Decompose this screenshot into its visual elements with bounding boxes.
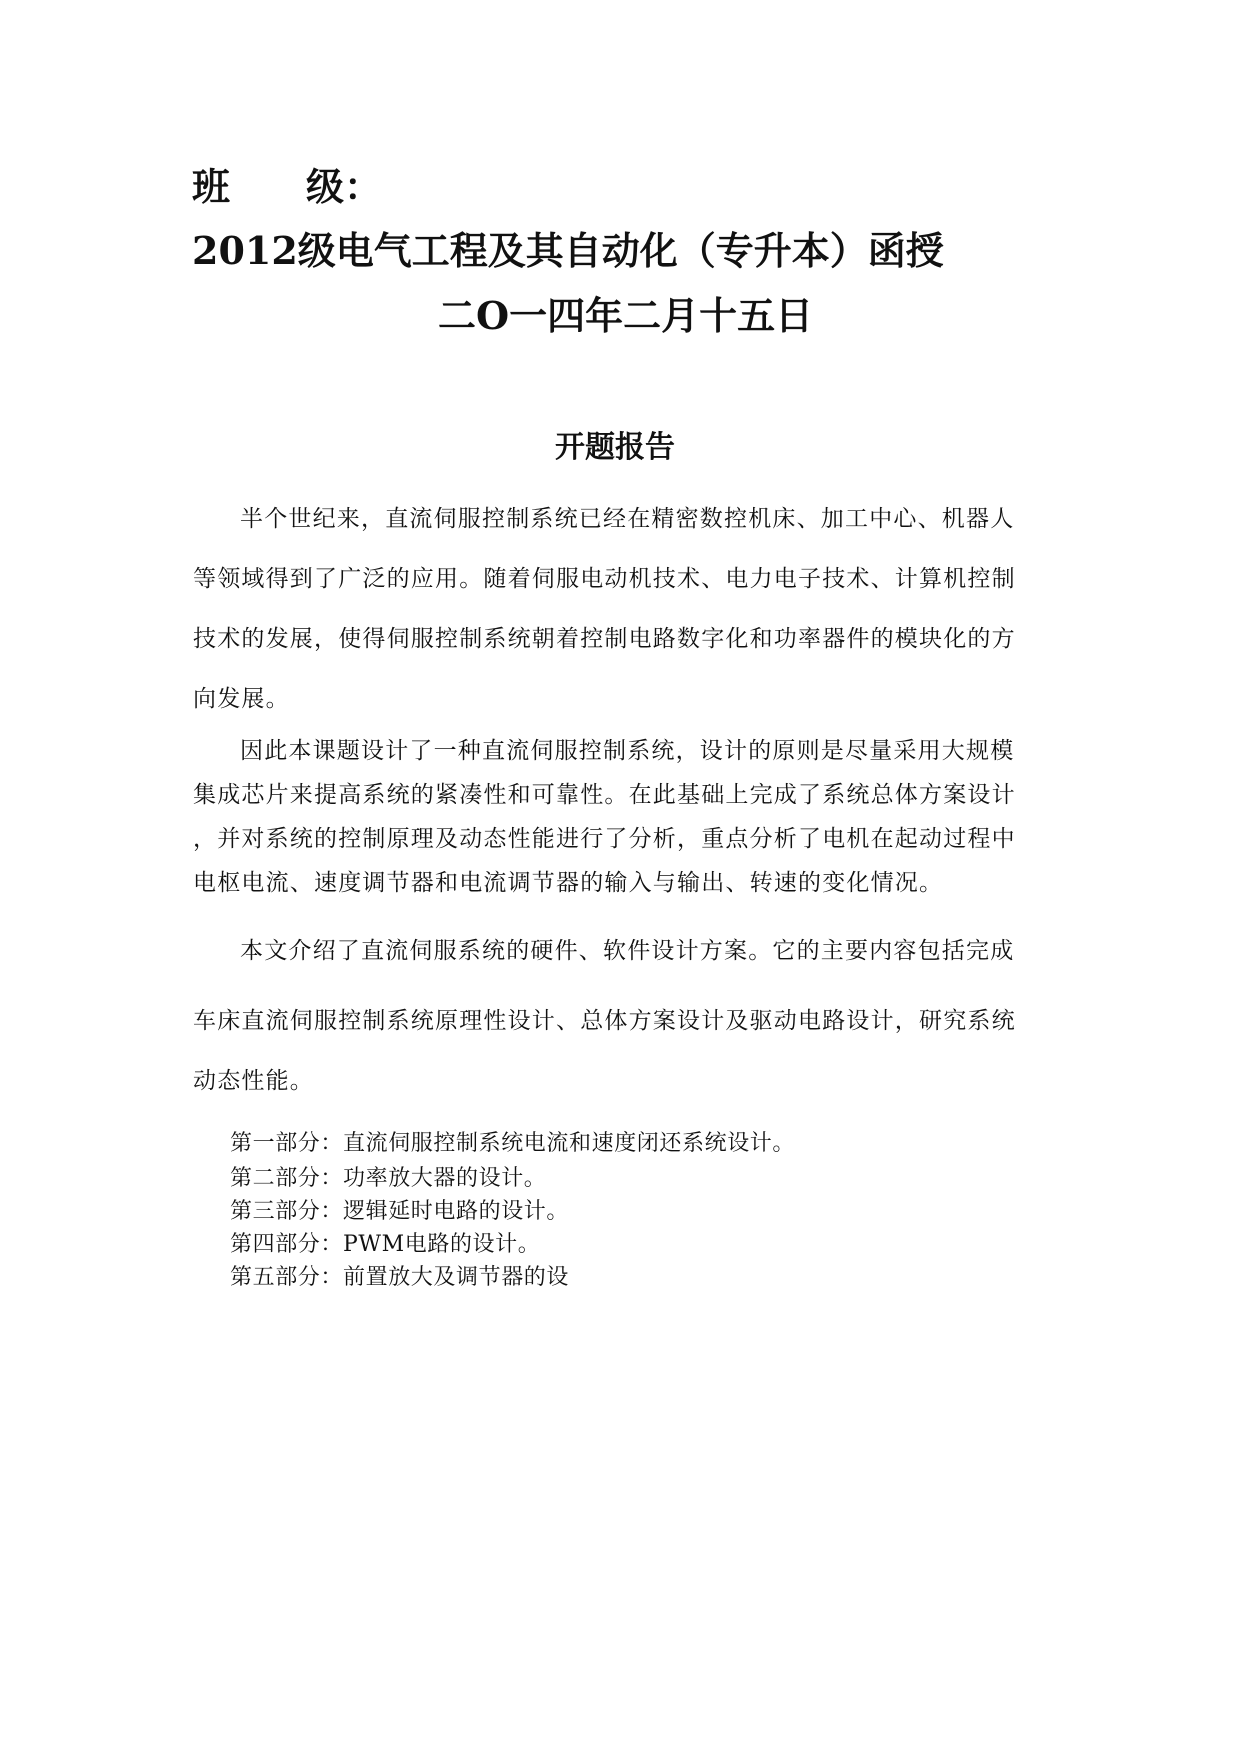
list-item: 第五部分：前置放大及调节器的设 — [230, 1265, 570, 1290]
paragraph-line: 本文介绍了直流伺服系统的硬件、软件设计方案。它的主要内容包括完成 — [240, 938, 1015, 964]
list-item: 第一部分：直流伺服控制系统电流和速度闭还系统设计。 — [230, 1131, 796, 1156]
paragraph-line: ，并对系统的控制原理及动态性能进行了分析，重点分析了电机在起动过程中 — [193, 826, 1016, 852]
paragraph-line: 半个世纪来，直流伺服控制系统已经在精密数控机床、加工中心、机器人 — [240, 506, 1015, 532]
paragraph-line: 因此本课题设计了一种直流伺服控制系统，设计的原则是尽量采用大规模 — [240, 738, 1015, 764]
class-label: 班 级： — [192, 164, 383, 209]
paragraph-line: 电枢电流、速度调节器和电流调节器的输入与输出、转速的变化情况。 — [193, 870, 944, 896]
report-title: 开题报告 — [555, 430, 675, 465]
paragraph-line: 集成芯片来提高系统的紧凑性和可靠性。在此基础上完成了系统总体方案设计 — [193, 782, 1016, 808]
paragraph-line: 技术的发展，使得伺服控制系统朝着控制电路数字化和功率器件的模块化的方 — [193, 626, 1016, 652]
paragraph-line: 车床直流伺服控制系统原理性设计、总体方案设计及驱动电路设计，研究系统 — [193, 1008, 1016, 1034]
report-date: 二O一四年二月十五日 — [438, 293, 814, 338]
list-item: 第二部分：功率放大器的设计。 — [230, 1166, 547, 1191]
paragraph-line: 等领域得到了广泛的应用。随着伺服电动机技术、电力电子技术、计算机控制 — [193, 566, 1016, 592]
paragraph-line: 动态性能。 — [193, 1068, 314, 1094]
class-value: 2012级电气工程及其自动化（专升本）函授 — [192, 228, 944, 273]
list-item: 第三部分：逻辑延时电路的设计。 — [230, 1199, 570, 1224]
paragraph-line: 向发展。 — [193, 686, 290, 712]
list-item: 第四部分：PWM电路的设计。 — [230, 1232, 541, 1257]
